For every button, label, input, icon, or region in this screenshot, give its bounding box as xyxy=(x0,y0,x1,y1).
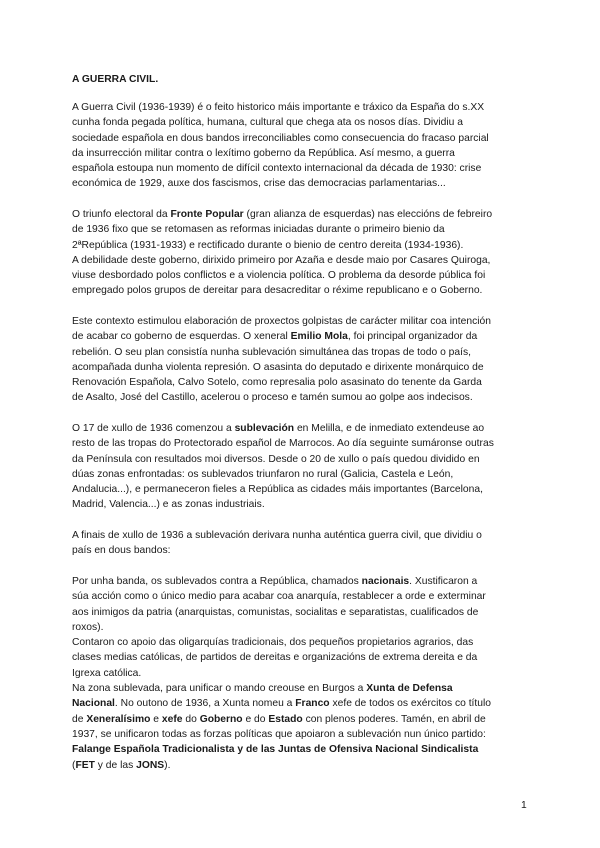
text-run: de 1936 fixo que se retomasen as reformas iniciadas durante o primeiro bienio da xyxy=(72,224,445,236)
text-run: Na zona sublevada, para unificar o mando creouse en Burgos a xyxy=(72,683,367,695)
paragraph-guerra xyxy=(72,528,530,559)
text-run: Contaron co apoio das oligarquías tradicionais, dos pequeños propietarios agrarios, das xyxy=(72,637,474,649)
text-line xyxy=(72,605,530,620)
text-run: Por unha banda, os sublevados contra a República, chamados xyxy=(72,576,362,587)
text-line xyxy=(72,329,530,344)
text-line xyxy=(72,650,530,665)
bold-text: Nacional xyxy=(72,698,115,710)
text-run: . No outono de 1936, a Xunta nomeu a xyxy=(114,698,296,710)
text-line xyxy=(72,253,530,268)
text-run: española estoupa nun momento de difícil contexto internacional da década de 1930: crise xyxy=(72,163,482,175)
text-line xyxy=(72,436,530,451)
text-line xyxy=(72,712,530,727)
text-line xyxy=(72,758,530,773)
text-run: xefe de todos os exércitos co título xyxy=(329,698,492,710)
text-line xyxy=(72,115,530,130)
text-line xyxy=(72,421,530,436)
text-run: da insurrección militar contra o lexítimo goberno da República. Así mesmo, a guerra xyxy=(72,147,455,159)
text-run: económica de 1929, auxe dos fascismos, crise das democracias parlamentarias... xyxy=(72,178,446,190)
text-run: ). xyxy=(164,759,171,771)
bold-text: Falange Española Tradicionalista y de las Juntas de Ofensiva Nacional Sindicalista xyxy=(72,744,479,756)
text-run: resto de las tropas do Protectorado español de Marrocos. Ao día seguinte sumáronse outras xyxy=(72,438,494,450)
text-line xyxy=(72,345,530,360)
bold-text: Franco xyxy=(295,698,330,710)
text-run: de Asalto, José del Castillo, acelerou o proceso e tamén sumou ao golpe aos indecisos. xyxy=(72,392,473,404)
text-line xyxy=(72,482,530,497)
text-line xyxy=(72,696,530,711)
text-run: roxos). xyxy=(72,621,104,633)
bold-text: Xeneralísimo xyxy=(86,713,151,725)
text-line xyxy=(72,574,530,589)
text-line xyxy=(72,742,530,757)
text-line xyxy=(72,268,530,283)
text-run: clases medias católicas, de partidos de dereitas e organizacións de extrema dereita e da xyxy=(72,652,478,664)
page-number: 1 xyxy=(521,800,527,811)
text-line xyxy=(72,390,530,405)
text-run: Este contexto estimulou elaboración de proxectos golpistas de carácter militar coa intención xyxy=(72,316,491,327)
text-run: A Guerra Civil (1936-1939) é o feito historico máis importante e tráxico da España do s.XX xyxy=(72,102,485,113)
text-line xyxy=(72,283,530,298)
paragraph-fronte-popular xyxy=(72,207,530,299)
text-line xyxy=(72,222,530,237)
text-line xyxy=(72,176,530,191)
text-line xyxy=(72,131,530,146)
text-run: en Melilla, e de inmediato extendeuse ao xyxy=(294,423,485,434)
text-run: A debilidade deste goberno, dirixido primeiro por Azaña e desde maio por Casares Quiroga, xyxy=(72,254,491,266)
text-run: Renovación Española, Calvo Sotelo, como represalia polo asasinato do tenente da Garda xyxy=(72,377,482,389)
text-run: (gran alianza de esquerdas) nas eleccións de febreiro xyxy=(243,209,493,220)
text-line xyxy=(72,146,530,161)
bold-text: nacionais xyxy=(361,576,410,587)
text-line xyxy=(72,528,530,543)
text-run: sociedade española en dous bandos irreconciliables como consecuencia do fracaso parcial xyxy=(72,132,489,144)
text-run: da Península con resultados moi diversos. Desde o 20 de xullo o país quedou dividido en xyxy=(72,453,480,465)
text-run: acompañada dunha violenta represión. O asasinta do deputado e dirixente monárquico de xyxy=(72,361,484,373)
text-run: 2ªRepública (1931-1933) e rectificado durante o bienio de centro dereita (1934-1936). xyxy=(72,239,464,251)
text-line xyxy=(72,635,530,650)
text-run: y de las xyxy=(94,759,137,771)
text-line xyxy=(72,467,530,482)
text-line xyxy=(72,100,530,115)
text-run: Andalucia...), e permaneceron fieles a República as cidades máis importantes (Barcelona, xyxy=(72,484,483,496)
text-run: e xyxy=(150,713,162,725)
text-run: 1937, se unificaron todas as forzas políticas que apoiaron a sublevación nun único partido: xyxy=(72,728,486,740)
text-line xyxy=(72,727,530,742)
text-line xyxy=(72,497,530,512)
bold-text: Goberno xyxy=(199,713,243,725)
text-run: e do xyxy=(242,713,269,725)
text-run: país en dous bandos: xyxy=(72,545,171,557)
text-run: de xyxy=(72,713,87,725)
bold-text: sublevación xyxy=(234,423,295,434)
bold-text: Estado xyxy=(268,713,303,725)
text-run: dúas zonas enfrontadas: os sublevados triunfaron no rural (Galicia, Castela e León, xyxy=(72,468,454,480)
text-run: empregado polos grupos de dereitar para desacreditar o réxime republicano e o Goberno. xyxy=(72,285,483,297)
text-line xyxy=(72,681,530,696)
text-line xyxy=(72,666,530,681)
bold-text: JONS xyxy=(136,759,165,771)
text-run: Igrexa católica. xyxy=(72,667,142,679)
text-run: do xyxy=(182,713,200,725)
text-line xyxy=(72,543,530,558)
text-line xyxy=(72,207,530,222)
text-line xyxy=(72,620,530,635)
paragraph-intro xyxy=(72,100,530,192)
text-run: aos inimigos da patria (anarquistas, comunistas, socialitas e separatistas, cualificados de xyxy=(72,606,479,618)
bold-text: Xunta de Defensa xyxy=(366,683,453,695)
paragraph-nacionais xyxy=(72,574,530,773)
text-run: ( xyxy=(72,759,76,771)
text-run: cunha fonda pegada política, humana, cultural que chega ata os nosos días. Dividiu a xyxy=(72,117,463,129)
text-line xyxy=(72,238,530,253)
bold-text: Fronte Popular xyxy=(170,209,244,220)
text-run: viuse desbordado polos conflictos e a violencia política. O problema da desorde pública foi xyxy=(72,270,486,282)
page-title: A GUERRA CIVIL. xyxy=(72,74,159,85)
paragraph-golpe xyxy=(72,314,530,406)
text-line xyxy=(72,452,530,467)
paragraph-sublevacion xyxy=(72,421,530,513)
text-run: con plenos poderes. Tamén, en abril de xyxy=(302,713,486,725)
text-run: rebelión. O seu plan consistía nunha sublevación simultánea das tropas de todo o país, xyxy=(72,346,471,358)
text-line xyxy=(72,589,530,604)
text-run: O triunfo electoral da xyxy=(72,209,171,220)
text-run: , foi principal organizador da xyxy=(347,331,478,343)
text-run: A finais de xullo de 1936 a sublevación derivara nunha auténtica guerra civil, que dividiu o xyxy=(72,530,482,541)
text-line xyxy=(72,360,530,375)
bold-text: xefe xyxy=(161,713,183,725)
text-run: Madrid, Valencia...) e as zonas industriais. xyxy=(72,499,265,511)
bold-text: Emilio Mola xyxy=(290,331,348,343)
text-run: súa acción como o único medio para acabar coa anarquía, restablecer a orde e exterminar xyxy=(72,591,486,603)
text-line xyxy=(72,375,530,390)
text-run: . Xustificaron a xyxy=(409,576,478,587)
text-line xyxy=(72,314,530,329)
text-line xyxy=(72,161,530,176)
text-run: de acabar co goberno de esquerdas. O xeneral xyxy=(72,331,291,343)
bold-text: FET xyxy=(75,759,95,771)
text-run: O 17 de xullo de 1936 comenzou a xyxy=(72,423,235,434)
